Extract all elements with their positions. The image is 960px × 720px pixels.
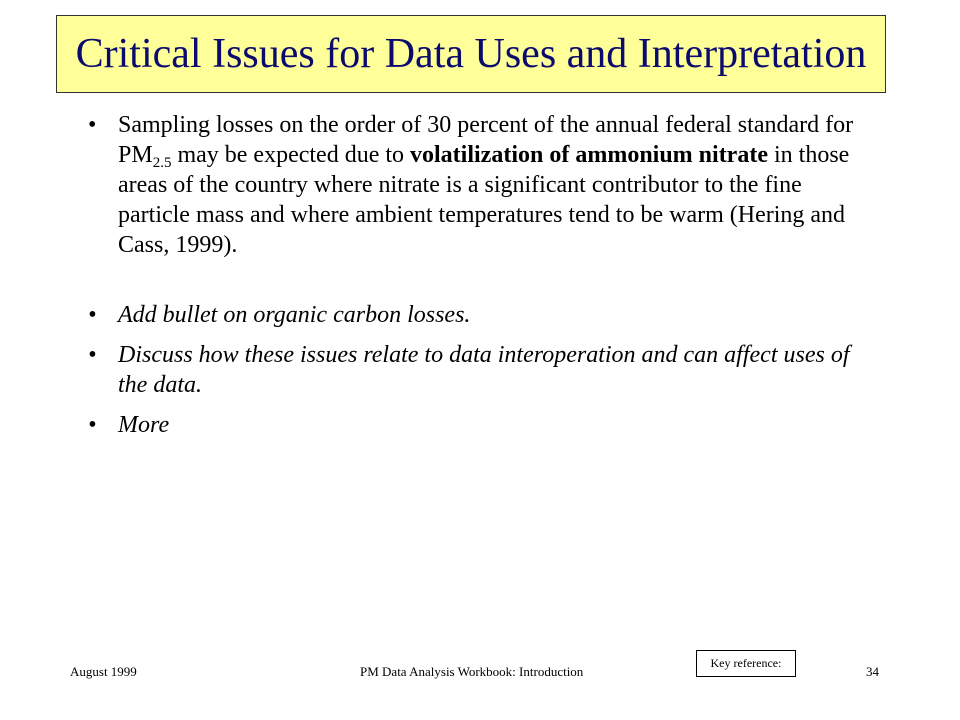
footer-page-number: 34 <box>866 664 879 679</box>
bullet-marker: • <box>88 342 97 368</box>
bullet-text-part: in those areas of the country where nitrate is a significant contributor to the fine particle mass and where ambient temperatures tend to be warm (Hering and Cass, 1999). <box>118 142 850 258</box>
bullet-item-sampling-losses <box>88 110 878 260</box>
bullet-text-part: Sampling losses on the order of 30 percent of the annual federal standard for PM <box>118 112 854 168</box>
bullet-marker: • <box>88 112 97 138</box>
bullet-text: Discuss how these issues relate to data interoperation and can affect uses of the data. <box>118 342 850 398</box>
slide-title: Critical Issues for Data Uses and Interpretation <box>75 31 867 77</box>
footer-date: August 1999 <box>70 664 137 679</box>
slide-title-box <box>56 15 886 93</box>
bullet-list <box>88 110 878 440</box>
key-reference-label: Key reference: <box>710 656 782 670</box>
key-reference-box <box>696 650 796 677</box>
bullet-text: More <box>118 412 170 438</box>
bullet-text-part: may be expected due to <box>171 142 411 168</box>
footer-workbook-title: PM Data Analysis Workbook: Introduction <box>360 664 584 679</box>
bullet-item-more <box>88 410 878 440</box>
bullet-marker: • <box>88 302 97 328</box>
pm-subscript: 2.5 <box>152 155 172 171</box>
bullet-emphasis: volatilization of ammonium nitrate <box>410 142 768 168</box>
bullet-item-interoperation <box>88 340 878 400</box>
bullet-text <box>118 110 878 260</box>
bullet-item-organic-carbon <box>88 300 878 330</box>
bullet-marker: • <box>88 412 97 438</box>
bullet-text: Add bullet on organic carbon losses. <box>118 302 471 328</box>
